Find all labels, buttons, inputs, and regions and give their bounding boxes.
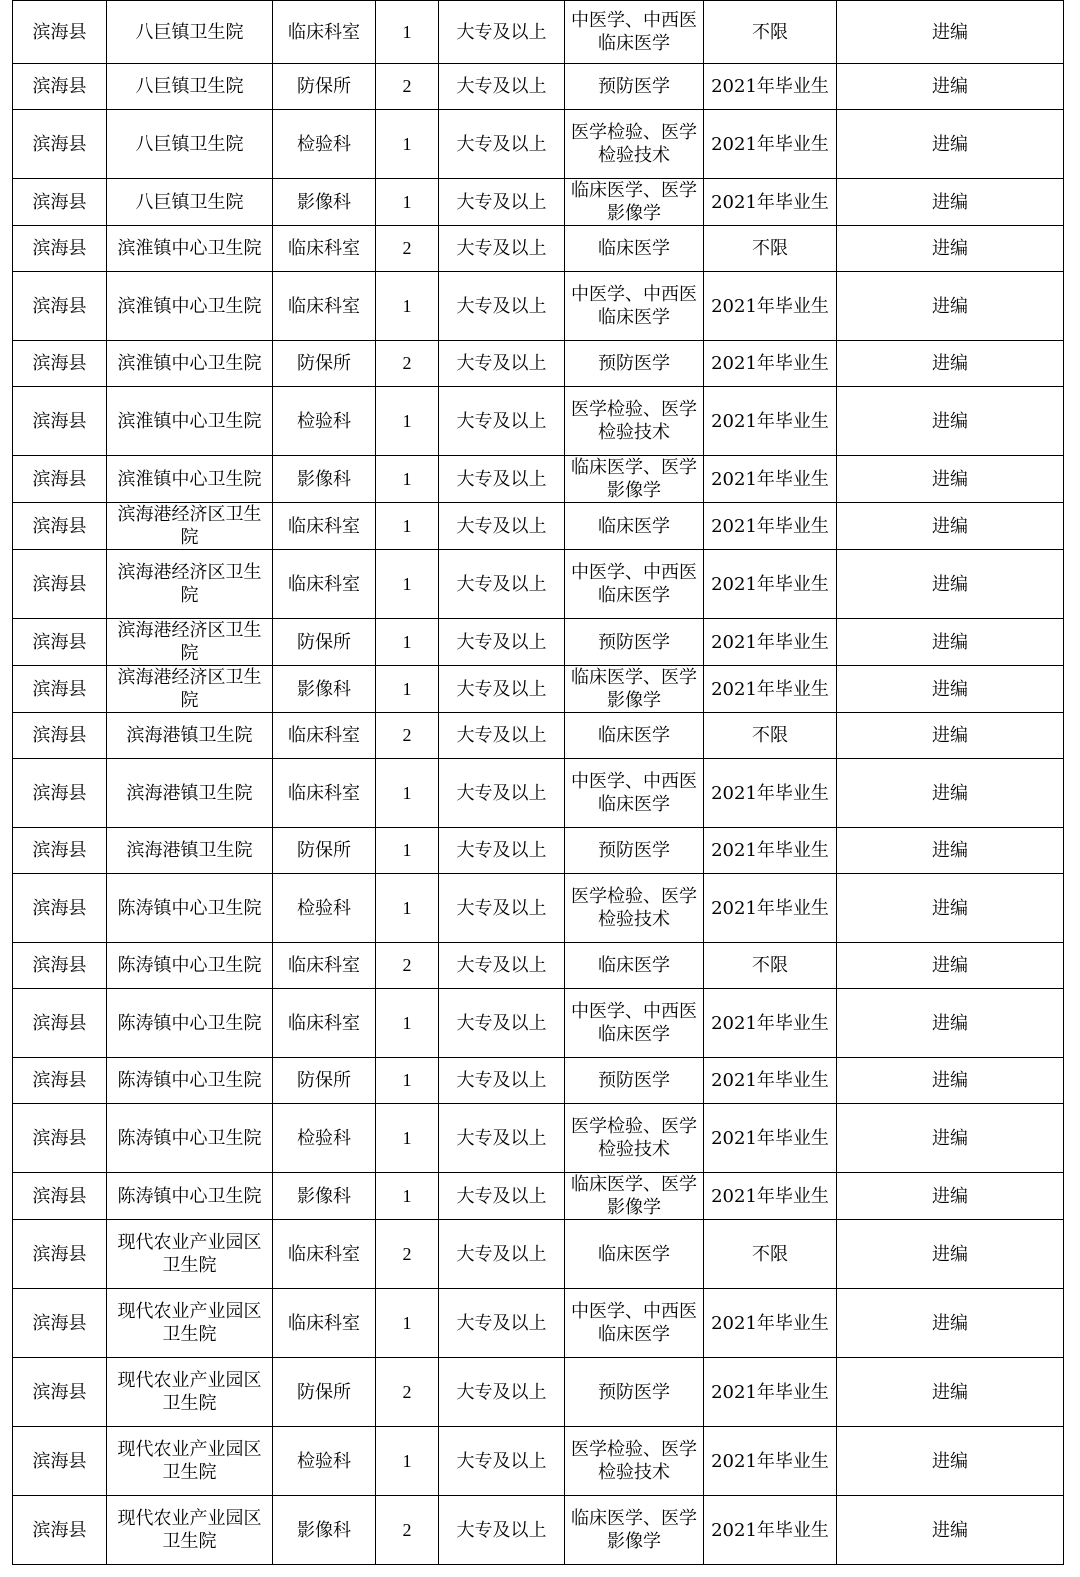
major-cell: 临床医学 [565,503,704,550]
table-row [13,1058,1064,1104]
staffing-cell: 进编 [837,1,1064,64]
staffing-cell: 进编 [837,874,1064,943]
headcount-cell: 1 [376,550,439,619]
table-row [13,989,1064,1058]
staffing-cell: 进编 [837,1173,1064,1220]
staffing-cell: 进编 [837,64,1064,110]
requirement-cell: 2021年毕业生 [704,64,837,110]
staffing-cell: 进编 [837,713,1064,759]
education-cell: 大专及以上 [439,1,565,64]
staffing-cell: 进编 [837,1289,1064,1358]
requirement-cell: 2021年毕业生 [704,828,837,874]
table-row [13,828,1064,874]
headcount-cell: 1 [376,666,439,713]
recruitment-table [12,0,1064,1565]
table-row [13,713,1064,759]
education-cell: 大专及以上 [439,1427,565,1496]
headcount-cell: 1 [376,1173,439,1220]
department-cell: 临床科室 [273,550,376,619]
education-cell: 大专及以上 [439,1104,565,1173]
county-cell: 滨海县 [13,456,107,503]
major-cell: 中医学、中西医临床医学 [565,550,704,619]
major-cell: 临床医学 [565,713,704,759]
education-cell: 大专及以上 [439,226,565,272]
department-cell: 防保所 [273,1058,376,1104]
headcount-cell: 1 [376,1427,439,1496]
requirement-cell: 2021年毕业生 [704,759,837,828]
department-cell: 临床科室 [273,943,376,989]
education-cell: 大专及以上 [439,666,565,713]
county-cell: 滨海县 [13,1173,107,1220]
requirement-cell: 不限 [704,1220,837,1289]
requirement-cell: 2021年毕业生 [704,179,837,226]
major-cell: 临床医学 [565,226,704,272]
hospital-cell: 滨淮镇中心卫生院 [107,456,273,503]
requirement-cell: 不限 [704,713,837,759]
hospital-cell: 陈涛镇中心卫生院 [107,989,273,1058]
requirement-cell: 2021年毕业生 [704,1058,837,1104]
county-cell: 滨海县 [13,1,107,64]
hospital-cell: 现代农业产业园区卫生院 [107,1220,273,1289]
county-cell: 滨海县 [13,550,107,619]
staffing-cell: 进编 [837,1427,1064,1496]
table-row [13,272,1064,341]
staffing-cell: 进编 [837,226,1064,272]
county-cell: 滨海县 [13,874,107,943]
county-cell: 滨海县 [13,1358,107,1427]
major-cell: 中医学、中西医临床医学 [565,759,704,828]
headcount-cell: 2 [376,64,439,110]
headcount-cell: 1 [376,619,439,666]
education-cell: 大专及以上 [439,759,565,828]
major-cell: 中医学、中西医临床医学 [565,1,704,64]
department-cell: 影像科 [273,456,376,503]
requirement-cell: 2021年毕业生 [704,550,837,619]
requirement-cell: 2021年毕业生 [704,1289,837,1358]
hospital-cell: 现代农业产业园区卫生院 [107,1496,273,1565]
table-body [13,1,1064,1565]
education-cell: 大专及以上 [439,1058,565,1104]
requirement-cell: 2021年毕业生 [704,1358,837,1427]
department-cell: 临床科室 [273,713,376,759]
headcount-cell: 2 [376,1220,439,1289]
table-row [13,619,1064,666]
hospital-cell: 现代农业产业园区卫生院 [107,1289,273,1358]
requirement-cell: 2021年毕业生 [704,272,837,341]
headcount-cell: 1 [376,828,439,874]
education-cell: 大专及以上 [439,110,565,179]
requirement-cell: 2021年毕业生 [704,874,837,943]
table-row [13,179,1064,226]
county-cell: 滨海县 [13,1058,107,1104]
table-row [13,110,1064,179]
education-cell: 大专及以上 [439,1358,565,1427]
headcount-cell: 2 [376,341,439,387]
hospital-cell: 陈涛镇中心卫生院 [107,1173,273,1220]
requirement-cell: 2021年毕业生 [704,387,837,456]
table-row [13,503,1064,550]
education-cell: 大专及以上 [439,341,565,387]
headcount-cell: 2 [376,226,439,272]
table-row [13,64,1064,110]
table-row [13,341,1064,387]
hospital-cell: 陈涛镇中心卫生院 [107,1058,273,1104]
department-cell: 防保所 [273,341,376,387]
requirement-cell: 不限 [704,1,837,64]
department-cell: 影像科 [273,1496,376,1565]
county-cell: 滨海县 [13,1289,107,1358]
staffing-cell: 进编 [837,387,1064,456]
department-cell: 临床科室 [273,503,376,550]
staffing-cell: 进编 [837,1104,1064,1173]
major-cell: 医学检验、医学检验技术 [565,1427,704,1496]
hospital-cell: 现代农业产业园区卫生院 [107,1358,273,1427]
headcount-cell: 2 [376,1358,439,1427]
major-cell: 医学检验、医学检验技术 [565,1104,704,1173]
department-cell: 检验科 [273,874,376,943]
staffing-cell: 进编 [837,341,1064,387]
staffing-cell: 进编 [837,1496,1064,1565]
hospital-cell: 滨淮镇中心卫生院 [107,272,273,341]
major-cell: 预防医学 [565,1358,704,1427]
department-cell: 检验科 [273,1104,376,1173]
hospital-cell: 滨海港镇卫生院 [107,759,273,828]
table-row [13,1358,1064,1427]
staffing-cell: 进编 [837,989,1064,1058]
hospital-cell: 滨海港经济区卫生院 [107,619,273,666]
major-cell: 临床医学、医学影像学 [565,456,704,503]
major-cell: 医学检验、医学检验技术 [565,874,704,943]
hospital-cell: 滨海港经济区卫生院 [107,550,273,619]
major-cell: 预防医学 [565,64,704,110]
education-cell: 大专及以上 [439,272,565,341]
headcount-cell: 1 [376,503,439,550]
education-cell: 大专及以上 [439,828,565,874]
staffing-cell: 进编 [837,1220,1064,1289]
headcount-cell: 1 [376,1289,439,1358]
education-cell: 大专及以上 [439,64,565,110]
county-cell: 滨海县 [13,110,107,179]
staffing-cell: 进编 [837,1058,1064,1104]
hospital-cell: 陈涛镇中心卫生院 [107,943,273,989]
hospital-cell: 八巨镇卫生院 [107,110,273,179]
table-row [13,387,1064,456]
hospital-cell: 陈涛镇中心卫生院 [107,874,273,943]
table-row [13,874,1064,943]
major-cell: 预防医学 [565,341,704,387]
county-cell: 滨海县 [13,1104,107,1173]
staffing-cell: 进编 [837,759,1064,828]
county-cell: 滨海县 [13,1220,107,1289]
requirement-cell: 2021年毕业生 [704,341,837,387]
headcount-cell: 2 [376,943,439,989]
table-row [13,550,1064,619]
education-cell: 大专及以上 [439,1173,565,1220]
staffing-cell: 进编 [837,503,1064,550]
county-cell: 滨海县 [13,989,107,1058]
county-cell: 滨海县 [13,713,107,759]
staffing-cell: 进编 [837,179,1064,226]
headcount-cell: 1 [376,1058,439,1104]
table-row [13,1289,1064,1358]
table-row [13,759,1064,828]
major-cell: 临床医学、医学影像学 [565,1496,704,1565]
headcount-cell: 1 [376,272,439,341]
hospital-cell: 滨海港经济区卫生院 [107,666,273,713]
department-cell: 临床科室 [273,1289,376,1358]
requirement-cell: 2021年毕业生 [704,1496,837,1565]
county-cell: 滨海县 [13,503,107,550]
headcount-cell: 1 [376,759,439,828]
table-row [13,1220,1064,1289]
requirement-cell: 2021年毕业生 [704,110,837,179]
major-cell: 预防医学 [565,828,704,874]
headcount-cell: 1 [376,179,439,226]
staffing-cell: 进编 [837,828,1064,874]
education-cell: 大专及以上 [439,1220,565,1289]
hospital-cell: 陈涛镇中心卫生院 [107,1104,273,1173]
staffing-cell: 进编 [837,456,1064,503]
county-cell: 滨海县 [13,666,107,713]
major-cell: 临床医学 [565,943,704,989]
education-cell: 大专及以上 [439,1496,565,1565]
hospital-cell: 滨海港镇卫生院 [107,828,273,874]
major-cell: 中医学、中西医临床医学 [565,1289,704,1358]
department-cell: 临床科室 [273,1,376,64]
requirement-cell: 不限 [704,226,837,272]
county-cell: 滨海县 [13,619,107,666]
hospital-cell: 八巨镇卫生院 [107,179,273,226]
county-cell: 滨海县 [13,943,107,989]
department-cell: 检验科 [273,387,376,456]
headcount-cell: 1 [376,387,439,456]
education-cell: 大专及以上 [439,619,565,666]
department-cell: 影像科 [273,666,376,713]
table-row [13,226,1064,272]
hospital-cell: 滨淮镇中心卫生院 [107,387,273,456]
department-cell: 防保所 [273,828,376,874]
education-cell: 大专及以上 [439,179,565,226]
education-cell: 大专及以上 [439,874,565,943]
headcount-cell: 1 [376,874,439,943]
department-cell: 临床科室 [273,226,376,272]
county-cell: 滨海县 [13,387,107,456]
county-cell: 滨海县 [13,1427,107,1496]
headcount-cell: 1 [376,1,439,64]
table-row [13,1,1064,64]
major-cell: 中医学、中西医临床医学 [565,272,704,341]
hospital-cell: 滨淮镇中心卫生院 [107,226,273,272]
staffing-cell: 进编 [837,943,1064,989]
major-cell: 预防医学 [565,619,704,666]
staffing-cell: 进编 [837,666,1064,713]
hospital-cell: 八巨镇卫生院 [107,1,273,64]
major-cell: 临床医学、医学影像学 [565,1173,704,1220]
county-cell: 滨海县 [13,1496,107,1565]
department-cell: 临床科室 [273,759,376,828]
headcount-cell: 2 [376,1496,439,1565]
requirement-cell: 2021年毕业生 [704,989,837,1058]
department-cell: 检验科 [273,110,376,179]
requirement-cell: 2021年毕业生 [704,1427,837,1496]
education-cell: 大专及以上 [439,989,565,1058]
county-cell: 滨海县 [13,179,107,226]
hospital-cell: 八巨镇卫生院 [107,64,273,110]
table-row [13,1173,1064,1220]
headcount-cell: 1 [376,1104,439,1173]
hospital-cell: 滨海港经济区卫生院 [107,503,273,550]
staffing-cell: 进编 [837,1358,1064,1427]
major-cell: 临床医学、医学影像学 [565,666,704,713]
table-row [13,943,1064,989]
education-cell: 大专及以上 [439,550,565,619]
requirement-cell: 2021年毕业生 [704,666,837,713]
headcount-cell: 2 [376,713,439,759]
table-row [13,1104,1064,1173]
education-cell: 大专及以上 [439,943,565,989]
headcount-cell: 1 [376,456,439,503]
table-row [13,1496,1064,1565]
department-cell: 临床科室 [273,1220,376,1289]
county-cell: 滨海县 [13,759,107,828]
education-cell: 大专及以上 [439,503,565,550]
requirement-cell: 2021年毕业生 [704,619,837,666]
county-cell: 滨海县 [13,272,107,341]
headcount-cell: 1 [376,989,439,1058]
staffing-cell: 进编 [837,550,1064,619]
requirement-cell: 不限 [704,943,837,989]
table-row [13,456,1064,503]
requirement-cell: 2021年毕业生 [704,456,837,503]
requirement-cell: 2021年毕业生 [704,503,837,550]
department-cell: 检验科 [273,1427,376,1496]
major-cell: 预防医学 [565,1058,704,1104]
hospital-cell: 滨海港镇卫生院 [107,713,273,759]
education-cell: 大专及以上 [439,387,565,456]
department-cell: 临床科室 [273,989,376,1058]
department-cell: 影像科 [273,1173,376,1220]
staffing-cell: 进编 [837,272,1064,341]
department-cell: 影像科 [273,179,376,226]
major-cell: 临床医学 [565,1220,704,1289]
department-cell: 防保所 [273,64,376,110]
requirement-cell: 2021年毕业生 [704,1173,837,1220]
department-cell: 临床科室 [273,272,376,341]
headcount-cell: 1 [376,110,439,179]
county-cell: 滨海县 [13,226,107,272]
hospital-cell: 滨淮镇中心卫生院 [107,341,273,387]
major-cell: 医学检验、医学检验技术 [565,387,704,456]
requirement-cell: 2021年毕业生 [704,1104,837,1173]
county-cell: 滨海县 [13,64,107,110]
staffing-cell: 进编 [837,619,1064,666]
table-row [13,666,1064,713]
education-cell: 大专及以上 [439,713,565,759]
table-row [13,1427,1064,1496]
county-cell: 滨海县 [13,828,107,874]
education-cell: 大专及以上 [439,1289,565,1358]
hospital-cell: 现代农业产业园区卫生院 [107,1427,273,1496]
major-cell: 临床医学、医学影像学 [565,179,704,226]
major-cell: 医学检验、医学检验技术 [565,110,704,179]
department-cell: 防保所 [273,619,376,666]
county-cell: 滨海县 [13,341,107,387]
major-cell: 中医学、中西医临床医学 [565,989,704,1058]
staffing-cell: 进编 [837,110,1064,179]
education-cell: 大专及以上 [439,456,565,503]
department-cell: 防保所 [273,1358,376,1427]
